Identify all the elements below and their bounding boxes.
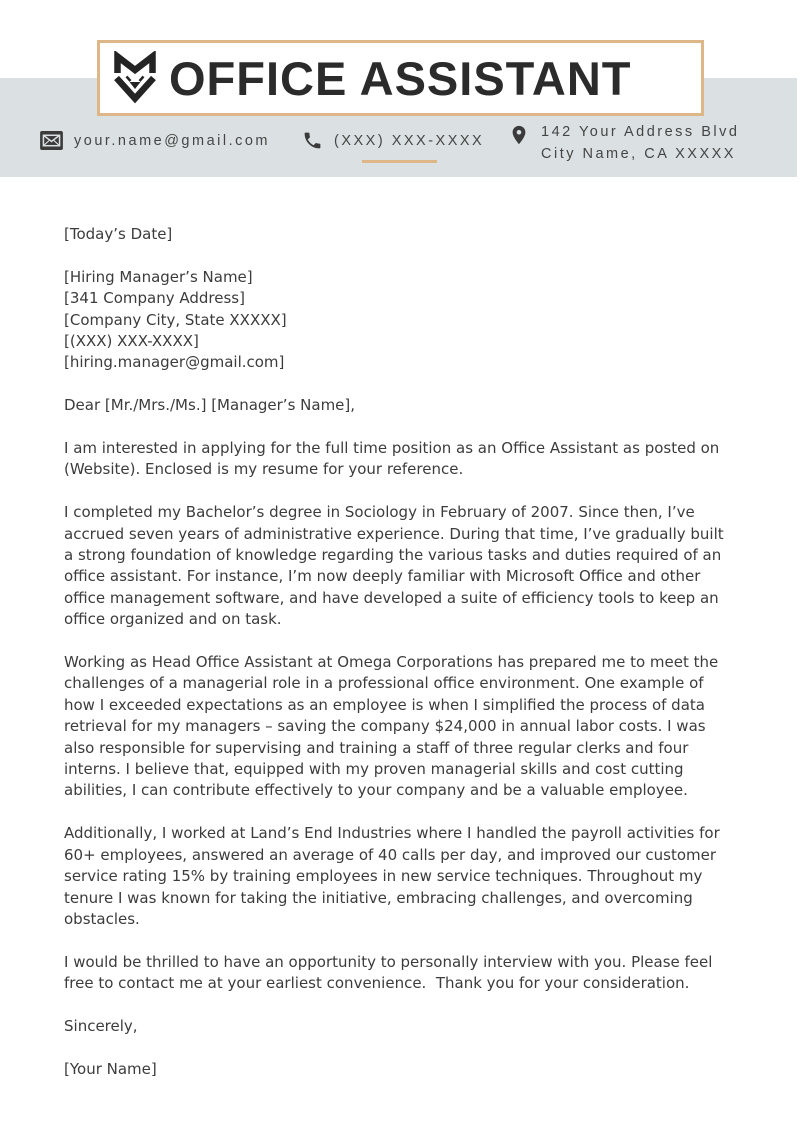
map-pin-icon	[508, 124, 530, 146]
logo-title-box	[97, 40, 704, 116]
contact-email	[40, 131, 270, 150]
recipient-city-state: [Company City, State XXXXX]	[64, 310, 287, 329]
recipient-name: [Hiring Manager’s Name]	[64, 267, 253, 286]
contact-phone	[302, 130, 484, 151]
paragraph-experience: Working as Head Office Assistant at Omega Corporations has prepared me to meet the challenges of a managerial role in a professional office environment. One example of how I exceeded expectations as an employee is when I simplified the process of data retrieval for my managers – saving the company $24,000 in annual labor costs. I was also responsible for supervising and training a staff of three regular clerks and four interns. I believe that, equipped with my proven managerial skills and cost cutting abilities, I can contribute effectively to your company and be a valuable employee.	[64, 653, 724, 800]
page-title: OFFICE ASSISTANT	[169, 51, 632, 105]
recipient-block	[64, 267, 728, 374]
recipient-address: [341 Company Address]	[64, 289, 245, 308]
letter-body	[64, 224, 728, 1102]
email-text: your.name@gmail.com	[74, 132, 270, 149]
signature: [Your Name]	[64, 1059, 157, 1078]
closing: Sincerely,	[64, 1016, 138, 1035]
salutation: Dear [Mr./Mrs./Ms.] [Manager’s Name],	[64, 396, 356, 415]
fox-monogram-icon	[110, 51, 160, 105]
recipient-phone: [(XXX) XXX-XXXX]	[64, 332, 199, 351]
paragraph-additional: Additionally, I worked at Land’s End Industries where I handled the payroll activities for 60+ employees, answered an average of 40 calls per day, and improved our customer service rating 15% by training employees in new service techniques. Throughout my tenure I was known for taking the initiative, embracing challenges, and overcoming obstacles.	[64, 824, 725, 928]
envelope-icon	[40, 131, 63, 150]
accent-underline	[362, 160, 437, 163]
date-line: [Today’s Date]	[64, 225, 173, 243]
contact-address	[508, 121, 739, 165]
phone-icon	[302, 130, 323, 151]
address-line-1: 142 Your Address Blvd	[541, 124, 740, 140]
phone-text: (XXX) XXX-XXXX	[334, 132, 485, 149]
paragraph-intro: I am interested in applying for the full time position as an Office Assistant as posted on (Website). Enclosed is my resume for your reference.	[64, 439, 725, 479]
paragraph-education: I completed my Bachelor’s degree in Sociology in February of 2007. Since then, I’ve accrued seven years of administrative experience. During that time, I’ve gradually built a strong foundation of knowledge regarding the various tasks and duties required of an office assistant. For instance, I’m now deeply familiar with Microsoft Office and other office management software, and have developed a suite of efficiency tools to keep an office organized and on task.	[64, 503, 729, 629]
paragraph-closing: I would be thrilled to have an opportunity to personally interview with you. Please feel free to contact me at your earliest convenience. Thank you for your consideration.	[64, 952, 718, 993]
recipient-email: [hiring.manager@gmail.com]	[64, 353, 285, 372]
address-line-2: City Name, CA XXXXX	[541, 146, 736, 162]
